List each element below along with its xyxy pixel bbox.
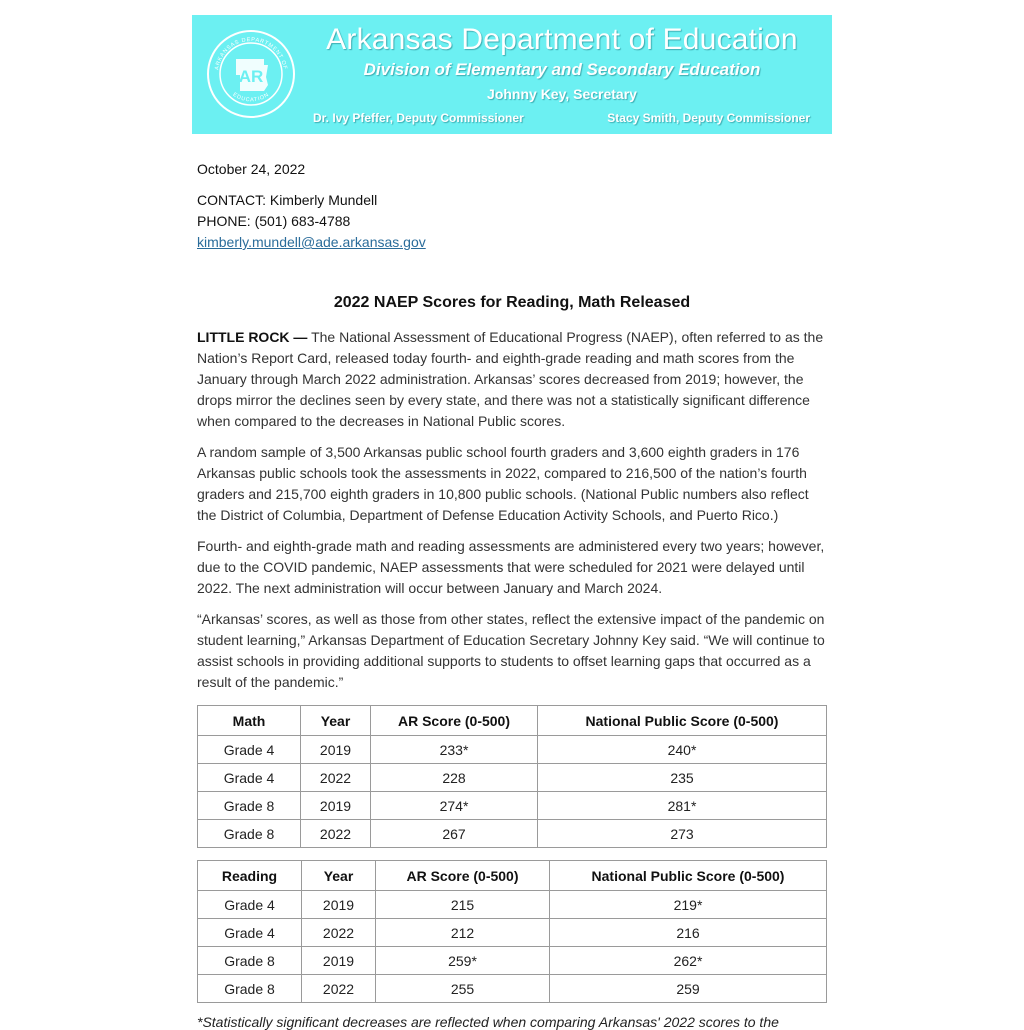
table-cell: Grade 4: [198, 891, 302, 919]
table-row: [198, 736, 827, 764]
table-cell: 273: [538, 820, 827, 848]
table-cell: 235: [538, 764, 827, 792]
table-cell: Grade 8: [198, 820, 301, 848]
table-cell: 2022: [301, 820, 371, 848]
release-date: October 24, 2022: [197, 161, 306, 177]
column-header: National Public Score (0-500): [550, 861, 827, 891]
table-cell: Grade 8: [198, 975, 302, 1003]
table-row: [198, 947, 827, 975]
paragraph-quote: “Arkansas’ scores, as well as those from other states, reflect the extensive impact of the pandemic on student learning,” Arkansas Department of Education Secretary Johnny Key said. “We will continue to assist schools in providing additional supports to students to offset learning gaps that occurred as a result of the pandemic.”: [197, 611, 825, 690]
table-row: [198, 919, 827, 947]
table-row: [198, 764, 827, 792]
table-row: [198, 820, 827, 848]
column-header: Math: [198, 706, 301, 736]
contact-email-link[interactable]: kimberly.mundell@ade.arkansas.gov: [197, 234, 426, 250]
column-header: AR Score (0-500): [376, 861, 550, 891]
contact-name: CONTACT: Kimberly Mundell: [197, 192, 378, 208]
math-scores-table: [197, 705, 827, 848]
banner-title: Arkansas Department of Education: [326, 23, 798, 56]
table-cell: 255: [376, 975, 550, 1003]
seal-text-bottom: EDUCATION: [231, 91, 271, 104]
reading-scores-table: [197, 860, 827, 1003]
table-cell: 216: [550, 919, 827, 947]
banner-subtitle: Division of Elementary and Secondary Education: [363, 60, 761, 79]
table-cell: Grade 4: [198, 736, 301, 764]
table-cell: 274*: [371, 792, 538, 820]
banner-deputy-right: Stacy Smith, Deputy Commissioner: [607, 111, 810, 125]
table-cell: 2022: [301, 764, 371, 792]
table-cell: 281*: [538, 792, 827, 820]
table-row: [198, 891, 827, 919]
paragraph-intro-text: The National Assessment of Educational Progress (NAEP), often referred to as the Nation’s Report Card, released today fourth- and eighth-grade reading and math scores from the January through March 2022 administration. Arkansas’ scores decreased from 2019; however, the drops mirror the declines seen by every state, and there was not a statistically significant difference when compared to the decreases in National Public scores.: [197, 329, 824, 429]
table-cell: 233*: [371, 736, 538, 764]
table-cell: 2022: [302, 975, 376, 1003]
column-header: AR Score (0-500): [371, 706, 538, 736]
seal-text-top: ARKANSAS DEPARTMENT OF: [214, 36, 288, 71]
column-header: Year: [302, 861, 376, 891]
table-cell: 240*: [538, 736, 827, 764]
paragraph-sample: A random sample of 3,500 Arkansas public school fourth graders and 3,600 eighth graders in 176 Arkansas public schools took the assessments in 2022, compared to 216,500 of the nation’s fourth graders and 215,700 eighth graders in 10,800 public schools. (National Public numbers also reflect the District of Columbia, Department of Defense Education Activity Schools, and Puerto Rico.): [197, 444, 809, 523]
column-header: Year: [301, 706, 371, 736]
table-cell: 2019: [301, 792, 371, 820]
paragraph-schedule: Fourth- and eighth-grade math and reading assessments are administered every two years; however, due to the COVID pandemic, NAEP assessments that were scheduled for 2021 were delayed until 2022. The next administration will occur between January and March 2024.: [197, 538, 825, 596]
table-cell: 267: [371, 820, 538, 848]
table-cell: 219*: [550, 891, 827, 919]
table-row: [198, 975, 827, 1003]
table-cell: 212: [376, 919, 550, 947]
header-banner: [192, 15, 832, 134]
table-cell: 215: [376, 891, 550, 919]
table-cell: 2019: [301, 736, 371, 764]
table-cell: 259: [550, 975, 827, 1003]
seal-monogram: AR: [238, 67, 264, 86]
table-cell: 259*: [376, 947, 550, 975]
table-cell: Grade 4: [198, 764, 301, 792]
headline: 2022 NAEP Scores for Reading, Math Released: [333, 294, 691, 311]
table-row: [198, 792, 827, 820]
table-cell: 2019: [302, 947, 376, 975]
table-cell: 2019: [302, 891, 376, 919]
banner-deputy-left: Dr. Ivy Pfeffer, Deputy Commissioner: [313, 111, 524, 125]
column-header: National Public Score (0-500): [538, 706, 827, 736]
table-cell: Grade 8: [198, 947, 302, 975]
column-header: Reading: [198, 861, 302, 891]
ade-seal-logo: [206, 29, 296, 119]
table-cell: 2022: [302, 919, 376, 947]
footnote: *Statistically significant decreases are reflected when comparing Arkansas' 2022 scores to the: [197, 1014, 779, 1030]
table-cell: Grade 8: [198, 792, 301, 820]
table-cell: 262*: [550, 947, 827, 975]
table-cell: 228: [371, 764, 538, 792]
dateline: LITTLE ROCK —: [197, 329, 308, 345]
paragraph-intro: [197, 327, 827, 432]
contact-block: [197, 190, 426, 253]
contact-phone: PHONE: (501) 683-4788: [197, 213, 351, 229]
table-cell: Grade 4: [198, 919, 302, 947]
banner-secretary: Johnny Key, Secretary: [487, 86, 637, 102]
